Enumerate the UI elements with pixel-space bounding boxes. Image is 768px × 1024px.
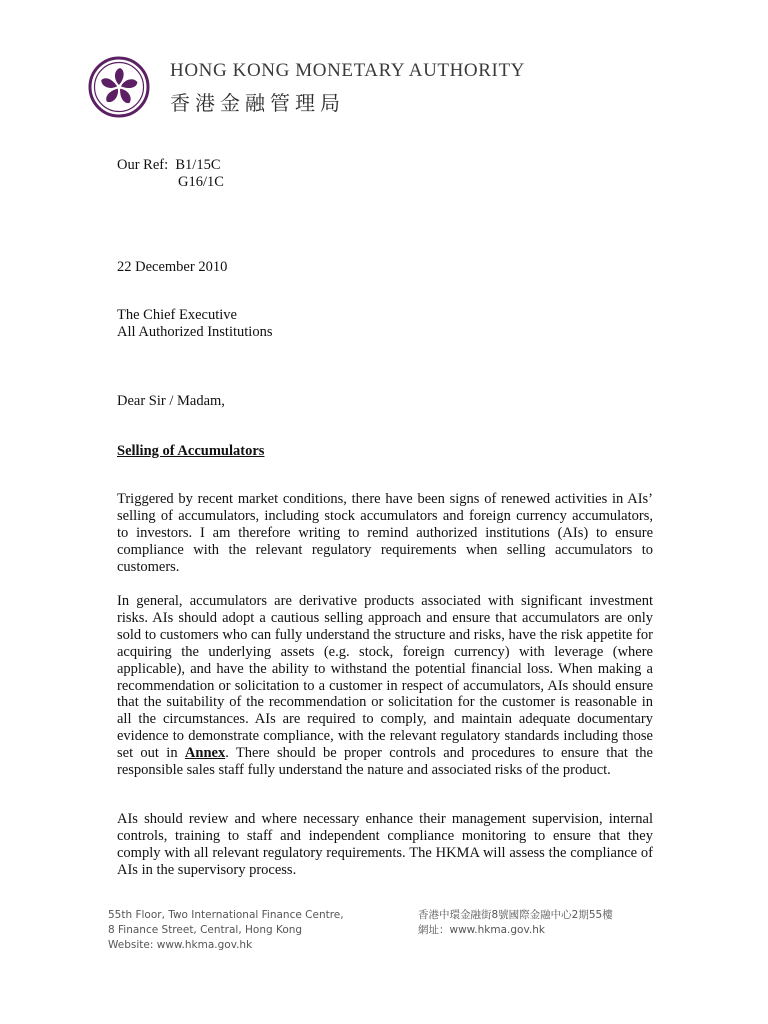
organization-name-english: HONG KONG MONETARY AUTHORITY [170, 60, 525, 81]
reference-line-1 [117, 157, 224, 174]
paragraph-3: AIs should review and where necessary enhance their management supervision, internal controls, training to staff and independent compliance monitoring to ensure that they comply with all relevant regulatory requirements. The HKMA will assess the compliance of AIs in the supervisory process. [117, 811, 653, 878]
annex-link[interactable]: Annex [184, 745, 226, 762]
reference-label: Our Ref: [117, 157, 169, 173]
footer-en-line-2: 8 Finance Street, Central, Hong Kong [108, 924, 303, 936]
reference-block [117, 157, 224, 191]
reference-value-1: B1/15C [175, 157, 221, 173]
salutation: Dear Sir / Madam, [117, 393, 225, 409]
footer-zh-website[interactable]: 網址：www.hkma.gov.hk [418, 924, 545, 936]
footer-address-english [108, 908, 344, 953]
letter-date: 22 December 2010 [117, 259, 228, 275]
footer-website[interactable]: Website: www.hkma.gov.hk [108, 939, 253, 951]
paragraph-2 [117, 593, 653, 779]
footer-zh-line-1: 香港中環金融街8號國際金融中心2期55樓 [418, 909, 613, 921]
paragraph-2-text-after: . There should be proper controls and procedures to ensure that the responsible sales staff fully understand the nature and associated risks of the product. [117, 745, 653, 779]
recipient-block [117, 307, 272, 341]
reference-value-2: G16/1C [178, 174, 224, 190]
recipient-line-1: The Chief Executive [117, 307, 237, 323]
footer-address-chinese [418, 908, 613, 938]
hkma-bauhinia-logo-icon [88, 56, 150, 118]
recipient-line-2: All Authorized Institutions [117, 324, 273, 340]
letterhead [88, 54, 688, 118]
paragraph-1: Triggered by recent market conditions, there have been signs of renewed activities in AIs’ selling of accumulators, including stock accumulators and foreign currency accumulators, to investors. I am therefore writing to remind authorized institutions (AIs) to ensure compliance with the relevant regulatory requirements when selling accumulators to customers. [117, 491, 653, 575]
subject-heading: Selling of Accumulators [117, 443, 265, 459]
paragraph-2-text-before: In general, accumulators are derivative products associated with significant investment risks. AIs should adopt a cautious selling approach and ensure that accumulators are only sold to customers who can fully understand the structure and risks, have the risk appetite for acquiring the underlying assets (e.g. stock, foreign currency) with leverage (where applicable), and have the ability to withstand the potential financial loss. When making a recommendation or solicitation to a customer in respect of accumulators, AIs should ensure that the suitability of the recommendation or solicitation for the customer is reasonable in all the circumstances. AIs are required to comply, and maintain adequate documentary evidence to demonstrate compliance, with the relevant regulatory standards including those set out in [117, 593, 653, 762]
footer-en-line-1: 55th Floor, Two International Finance Centre, [108, 909, 344, 921]
organization-name-chinese: 香港金融管理局 [170, 91, 345, 115]
